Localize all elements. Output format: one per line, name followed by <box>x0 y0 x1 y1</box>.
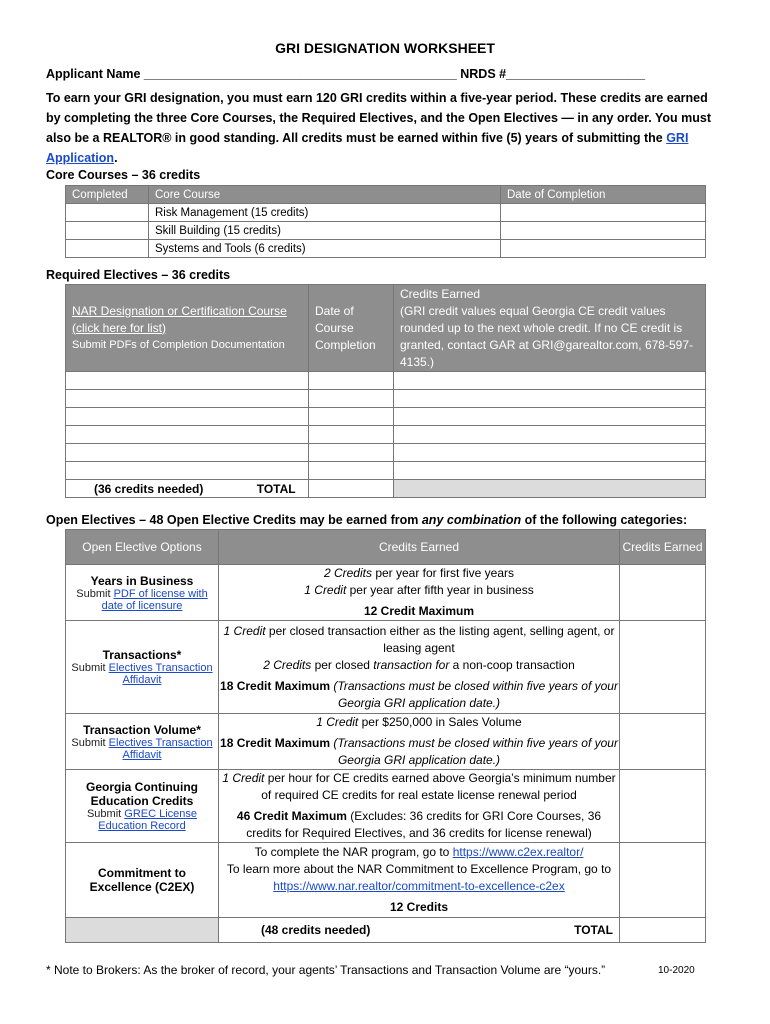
credits-cell[interactable] <box>620 770 706 843</box>
years-title: Years in Business <box>90 573 194 588</box>
nar-c2ex-link[interactable]: https://www.nar.realtor/commitment-to-excellence-c2ex <box>273 879 565 893</box>
c2ex-cell: Commitment to Excellence (C2EX) <box>66 843 219 918</box>
table-row <box>66 408 706 426</box>
core-course-name: Systems and Tools (6 credits) <box>149 240 501 258</box>
required-electives-table <box>65 284 706 498</box>
core-course-name: Risk Management (15 credits) <box>149 204 501 222</box>
req-total-label <box>66 480 309 498</box>
credits-cell[interactable] <box>394 426 706 444</box>
volume-desc: 1 Credit per $250,000 in Sales Volume 18 Credit Maximum (Transactions must be closed within five years of your Georgia GRI application date.) <box>219 714 620 770</box>
core-col-date: Date of Completion <box>501 186 706 204</box>
open-col-credits: Credits Earned <box>620 530 706 565</box>
credits-cell[interactable] <box>394 444 706 462</box>
core-col-completed: Completed <box>66 186 149 204</box>
open-heading: Open Electives – 48 Open Elective Credits may be earned from any combination of the following categories: <box>46 513 688 527</box>
req-credits-note: (GRI credit values equal Georgia CE credit values rounded up to the next whole credit. If no CE credit is granted, contact GAR at GRI@garealtor.com, 678-597-4135.) <box>400 303 693 369</box>
req-credits-title: Credits Earned <box>400 286 481 301</box>
table-row <box>66 222 706 240</box>
table-row <box>66 714 706 770</box>
years-desc: 2 Credits per year for first five years 1 Credit per year after fifth year in business 12 Credit Maximum <box>219 565 620 621</box>
completed-checkbox-cell[interactable] <box>66 222 149 240</box>
open-electives-table <box>65 529 706 943</box>
table-row <box>66 770 706 843</box>
intro-text: To earn your GRI designation, you must earn 120 GRI credits within a five-year period. These credits are earned by completing the three Core Courses, the Required Electives, and the Open Electives — in any order. You must also be a REALTOR® in good standing. All credits must be earned within five (5) years of submitting the <box>46 91 711 145</box>
course-cell[interactable] <box>66 444 309 462</box>
intro-paragraph <box>46 88 716 168</box>
table-row <box>66 390 706 408</box>
course-cell[interactable] <box>66 426 309 444</box>
credits-cell[interactable] <box>394 390 706 408</box>
core-courses-table <box>65 185 706 258</box>
credits-cell[interactable] <box>620 843 706 918</box>
volume-cell: Transaction Volume* Submit Electives Transaction Affidavit <box>66 714 219 770</box>
req-col-credits <box>394 285 706 372</box>
table-row <box>66 204 706 222</box>
course-cell[interactable] <box>66 390 309 408</box>
credits-cell[interactable] <box>394 372 706 390</box>
date-cell[interactable] <box>309 372 394 390</box>
date-cell[interactable] <box>309 408 394 426</box>
footnote: * Note to Brokers: As the broker of record, your agents’ Transactions and Transaction Volume are “yours.” <box>46 963 606 977</box>
completed-checkbox-cell[interactable] <box>66 240 149 258</box>
ce-cell: Georgia Continuing Education Credits Submit GREC License Education Record <box>66 770 219 843</box>
c2ex-link[interactable]: https://www.c2ex.realtor/ <box>452 845 584 859</box>
req-total-shaded <box>394 480 706 498</box>
volume-affidavit-link[interactable]: Electives Transaction Affidavit <box>108 736 213 761</box>
date-cell[interactable] <box>501 222 706 240</box>
credits-cell[interactable] <box>394 408 706 426</box>
req-total-cell[interactable] <box>309 480 394 498</box>
nar-designation-link[interactable]: NAR Designation or Certification Course (click here for list) <box>72 303 287 335</box>
completed-checkbox-cell[interactable] <box>66 204 149 222</box>
total-row <box>66 918 706 943</box>
years-cell <box>66 565 219 621</box>
table-row <box>66 444 706 462</box>
core-course-name: Skill Building (15 credits) <box>149 222 501 240</box>
credits-cell[interactable] <box>620 621 706 714</box>
license-pdf-link[interactable]: PDF of license with date of licensure <box>101 587 208 612</box>
course-cell[interactable] <box>66 408 309 426</box>
open-col-options: Open Elective Options <box>66 530 219 565</box>
table-row <box>66 372 706 390</box>
table-row <box>66 565 706 621</box>
open-total-cell[interactable] <box>620 918 706 943</box>
required-heading: Required Electives – 36 credits <box>46 268 231 282</box>
credits-cell[interactable] <box>394 462 706 480</box>
page-title: GRI DESIGNATION WORKSHEET <box>275 40 495 56</box>
course-cell[interactable] <box>66 462 309 480</box>
table-row <box>66 462 706 480</box>
open-total-shaded <box>66 918 219 943</box>
ce-desc: 1 Credit per hour for CE credits earned above Georgia’s minimum number of required CE credits for real estate license renewal period 46 Credit Maximum (Excludes: 36 credits for GRI Core Courses, 36 credits for Required Electives, and 36 credits for license renewal) <box>219 770 620 843</box>
date-cell[interactable] <box>309 444 394 462</box>
credits-cell[interactable] <box>620 565 706 621</box>
open-total-label: (48 credits needed) TOTAL <box>219 918 620 943</box>
table-row <box>66 426 706 444</box>
req-col-course <box>66 285 309 372</box>
date-cell[interactable] <box>501 204 706 222</box>
total-row <box>66 480 706 498</box>
transactions-cell: Transactions* Submit Electives Transaction Affidavit <box>66 621 219 714</box>
transactions-desc: 1 Credit per closed transaction either as the listing agent, selling agent, or leasing agent 2 Credits per closed transaction for a non-coop transaction 18 Credit Maximum (Transactions must be closed within five years of your Georgia GRI application date.) <box>219 621 620 714</box>
credits-cell[interactable] <box>620 714 706 770</box>
gri-application-link[interactable]: GRI Application <box>46 131 689 165</box>
table-row <box>66 843 706 918</box>
date-cell[interactable] <box>309 426 394 444</box>
date-cell[interactable] <box>309 390 394 408</box>
date-cell[interactable] <box>501 240 706 258</box>
req-col-date: Date of Course Completion <box>309 285 394 372</box>
applicant-line[interactable]: Applicant Name _____________________________________________ NRDS #____________________ <box>46 67 646 81</box>
core-col-course: Core Course <box>149 186 501 204</box>
req-col-course-sub: Submit PDFs of Completion Documentation <box>72 338 285 351</box>
transaction-affidavit-link[interactable]: Electives Transaction Affidavit <box>108 662 213 686</box>
c2ex-desc: To complete the NAR program, go to https://www.c2ex.realtor/ To learn more about the NAR Commitment to Excellence Program, go to https://www.nar.realtor/commitment-to-excellence-c2ex 12 Credits <box>219 843 620 918</box>
table-row <box>66 240 706 258</box>
revision-date: 10-2020 <box>658 965 695 976</box>
table-row <box>66 621 706 714</box>
req-total: TOTAL <box>256 481 296 496</box>
years-sub: Submit PDF of license with date of licensure <box>76 587 208 612</box>
date-cell[interactable] <box>309 462 394 480</box>
core-heading: Core Courses – 36 credits <box>46 168 201 182</box>
course-cell[interactable] <box>66 372 309 390</box>
intro-end: . <box>114 151 118 165</box>
open-col-credits-desc: Credits Earned <box>219 530 620 565</box>
req-needed: (36 credits needed) <box>94 481 204 496</box>
grec-record-link[interactable]: GREC License Education Record <box>98 808 198 832</box>
